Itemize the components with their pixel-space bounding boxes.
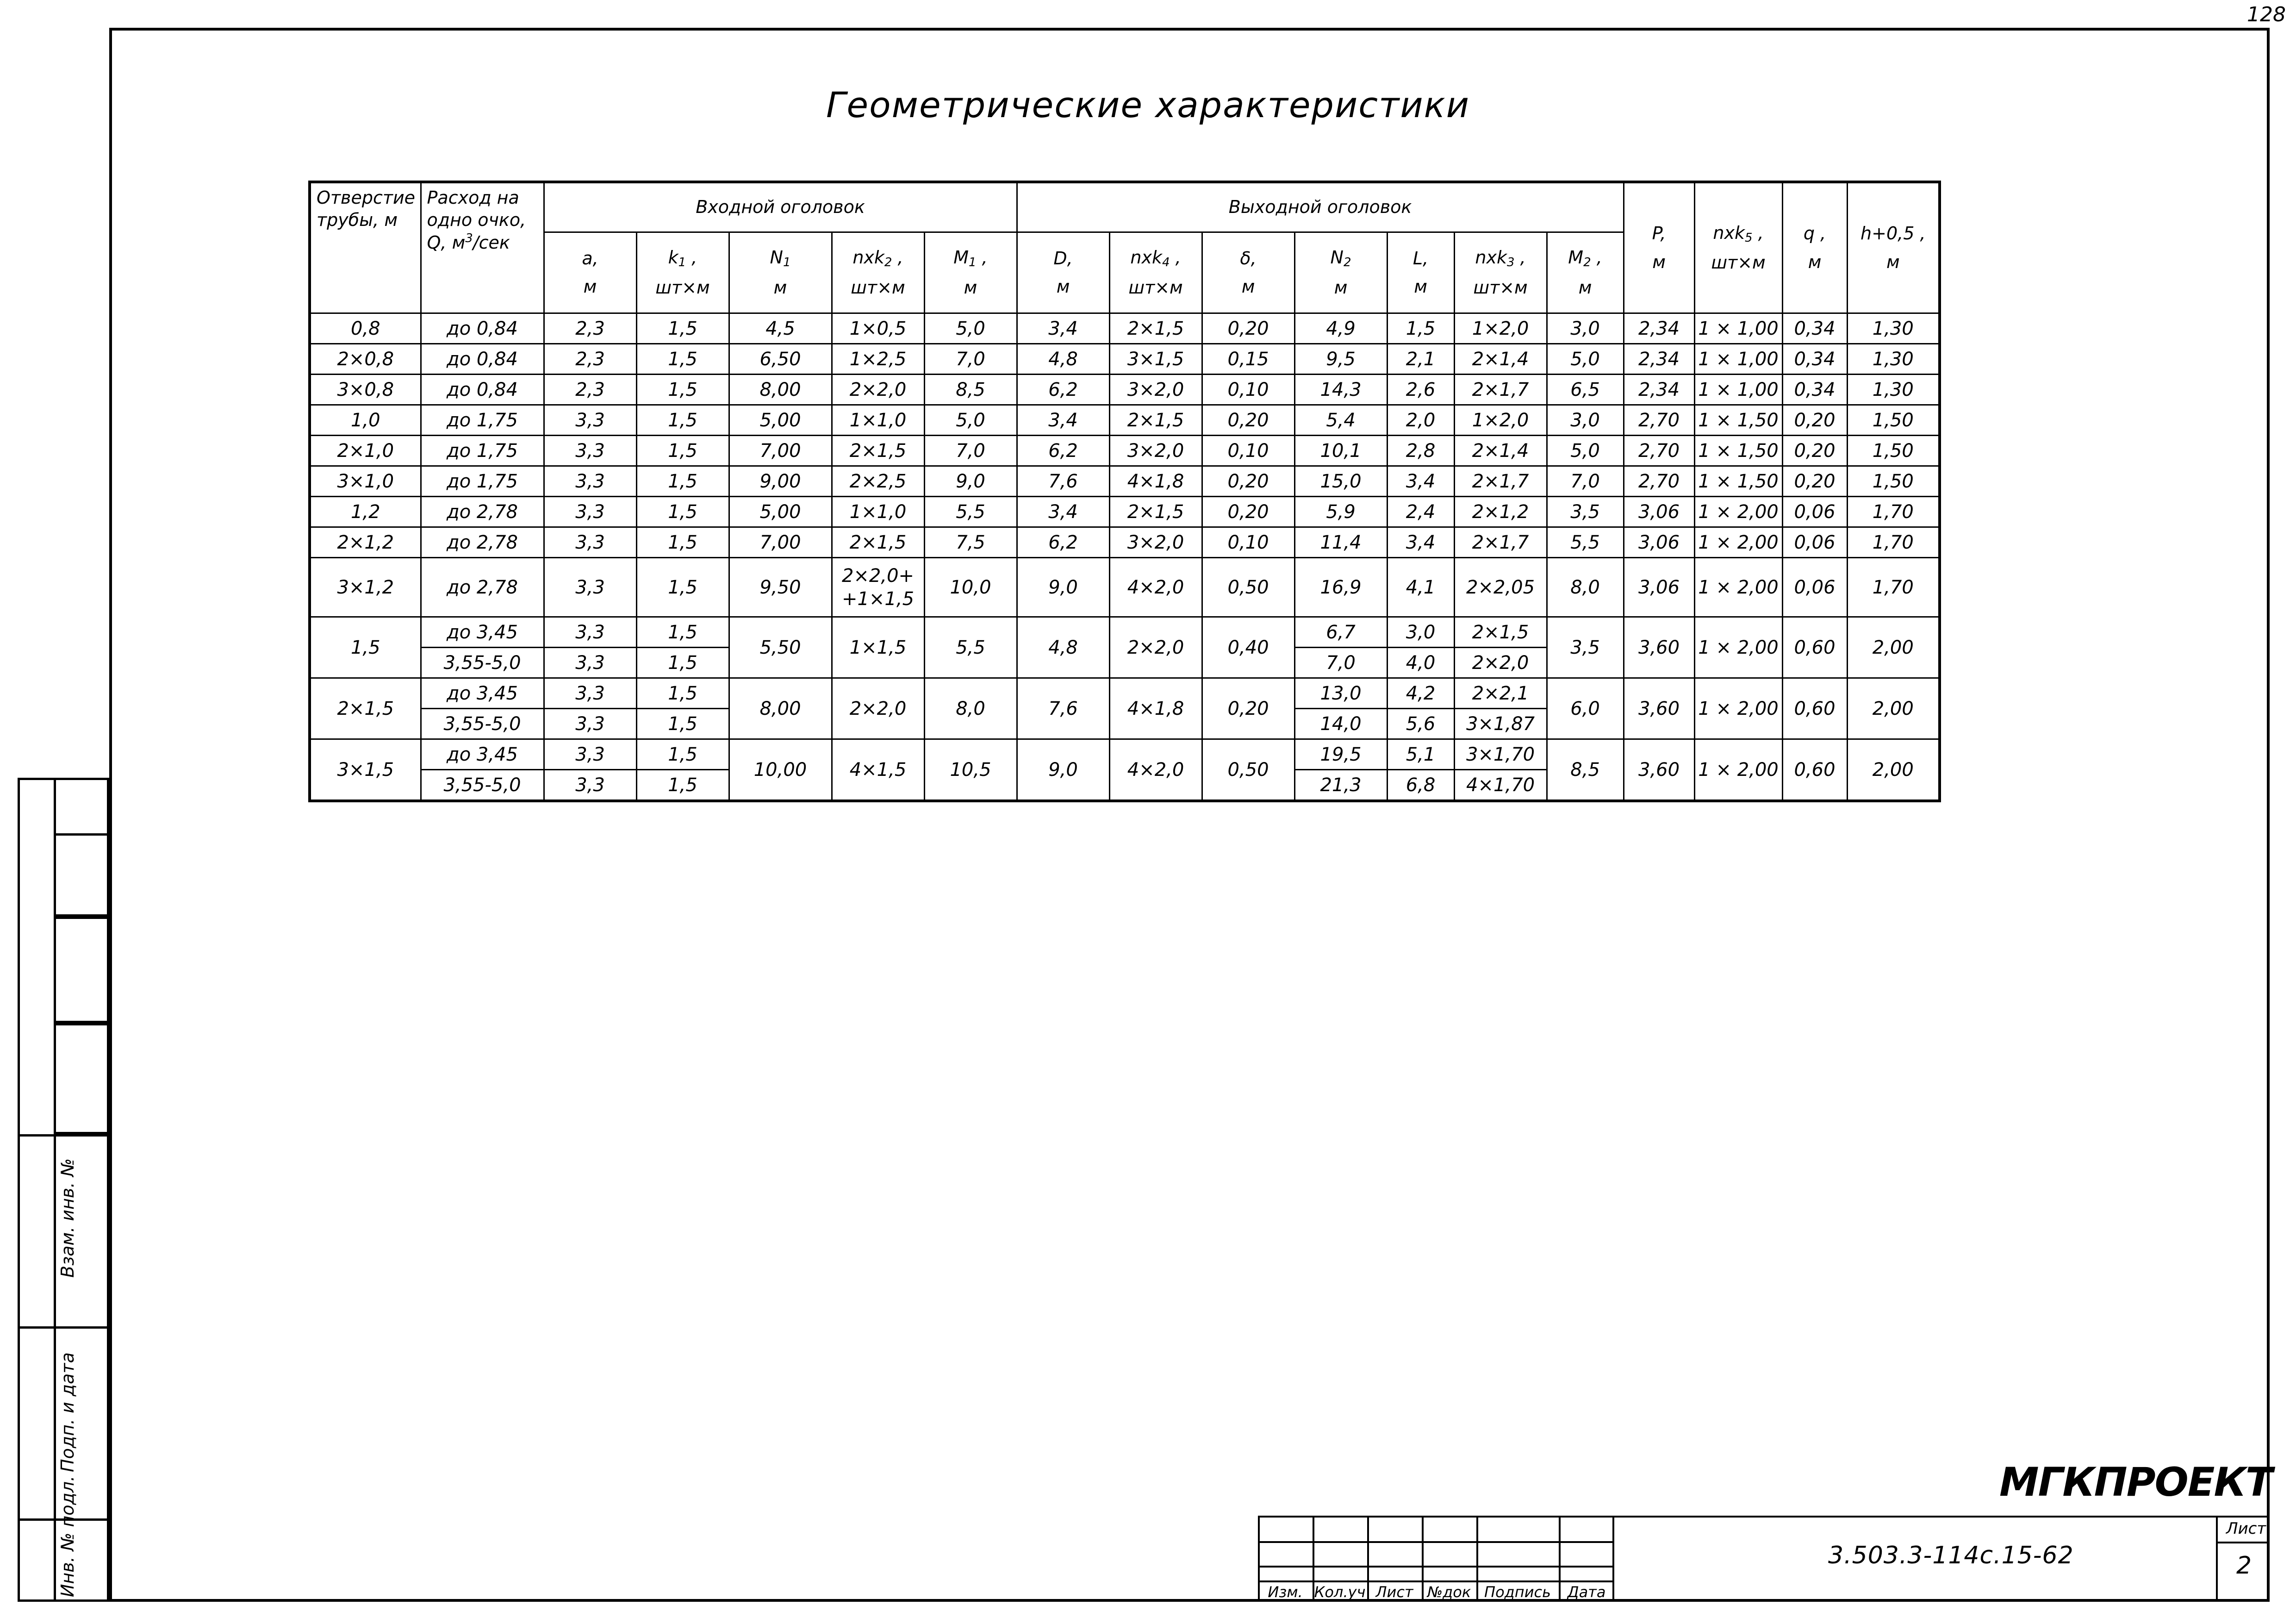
table-cell: 5,1 <box>1387 739 1454 770</box>
table-cell: 1 × 2,00 <box>1694 739 1782 801</box>
table-cell: 9,0 <box>924 466 1017 497</box>
side-stamp <box>18 778 109 1602</box>
table-cell: 7,5 <box>924 527 1017 558</box>
grid-line <box>1258 1566 1614 1568</box>
table-cell: 0,10 <box>1202 436 1294 466</box>
table-cell: 1 × 2,00 <box>1694 678 1782 739</box>
side-cell <box>54 1023 109 1134</box>
header-inlet-group: Входной оголовок <box>544 182 1017 232</box>
table-cell: 2×1,7 <box>1454 375 1547 405</box>
table-cell: 5,0 <box>924 313 1017 344</box>
table-cell: 0,20 <box>1202 466 1294 497</box>
table-cell: 2×1,5 <box>1454 617 1547 648</box>
table-cell: 5,00 <box>729 497 832 527</box>
header-N1: $N_1$ м <box>729 232 832 313</box>
table-cell: 5,0 <box>1547 344 1624 375</box>
table-cell: 8,5 <box>924 375 1017 405</box>
header-D: D, м <box>1017 232 1109 313</box>
table-cell: 3×1,5 <box>1109 344 1202 375</box>
table-cell: 1,5 <box>636 375 729 405</box>
table-cell: 2×1,5 <box>1109 497 1202 527</box>
table-cell: 3,3 <box>544 497 636 527</box>
table-cell: 3,60 <box>1624 678 1694 739</box>
table-cell: 2×2,0+ +1×1,5 <box>832 558 924 617</box>
table-cell: 1,5 <box>636 527 729 558</box>
table-cell: 6,2 <box>1017 527 1109 558</box>
table-cell: 3,55-5,0 <box>421 648 544 678</box>
table-cell: 5,5 <box>1547 527 1624 558</box>
table-cell: 1,5 <box>1387 313 1454 344</box>
table-cell: 2×1,5 <box>310 678 421 739</box>
table-cell: 0,50 <box>1202 558 1294 617</box>
table-cell: 3,5 <box>1547 617 1624 678</box>
table-cell: 3,55-5,0 <box>421 770 544 801</box>
table-cell: 4,1 <box>1387 558 1454 617</box>
table-cell: 1 × 1,00 <box>1694 375 1782 405</box>
table-cell: 7,00 <box>729 436 832 466</box>
table-cell: 5,9 <box>1294 497 1387 527</box>
table-cell: 2×2,1 <box>1454 678 1547 709</box>
table-cell: 7,0 <box>1294 648 1387 678</box>
table-cell: 2,34 <box>1624 313 1694 344</box>
table-cell: 7,6 <box>1017 466 1109 497</box>
table-row <box>310 739 1940 770</box>
table-cell: 3,4 <box>1017 497 1109 527</box>
table-cell: 1,50 <box>1847 405 1940 436</box>
table-cell: 7,0 <box>1547 466 1624 497</box>
table-cell: 3×1,2 <box>310 558 421 617</box>
label-data: Дата <box>1567 1583 1606 1601</box>
table-cell: 2×2,0 <box>1109 617 1202 678</box>
table-cell: 10,1 <box>1294 436 1387 466</box>
table-cell: до 1,75 <box>421 405 544 436</box>
table-cell: до 2,78 <box>421 527 544 558</box>
table-cell: 0,10 <box>1202 375 1294 405</box>
table-cell: 2,3 <box>544 313 636 344</box>
table-row <box>310 617 1940 648</box>
table-cell: 4×1,8 <box>1109 466 1202 497</box>
table-cell: 15,0 <box>1294 466 1387 497</box>
header-opening: Отверстие трубы, м <box>310 182 421 313</box>
table-cell: 8,00 <box>729 375 832 405</box>
table-cell: 1,30 <box>1847 375 1940 405</box>
table-cell: 0,50 <box>1202 739 1294 801</box>
table-cell: 2,00 <box>1847 739 1940 801</box>
table-cell: 2,1 <box>1387 344 1454 375</box>
table-cell: 2,3 <box>544 375 636 405</box>
document-code: 3.503.3-114с.15-62 <box>1828 1542 2074 1569</box>
table-cell: 8,0 <box>1547 558 1624 617</box>
table-cell: 2,70 <box>1624 436 1694 466</box>
table-cell: 3,3 <box>544 405 636 436</box>
table-cell: 2×2,05 <box>1454 558 1547 617</box>
label-vzam-inv: Взам. инв. № <box>57 1158 78 1278</box>
table-cell: 3,06 <box>1624 558 1694 617</box>
table-cell: 1,5 <box>636 466 729 497</box>
table-cell: 6,50 <box>729 344 832 375</box>
table-cell: 3,3 <box>544 436 636 466</box>
table-cell: 1,5 <box>636 648 729 678</box>
table-cell: 1 × 1,50 <box>1694 405 1782 436</box>
table-cell: 8,0 <box>924 678 1017 739</box>
table-cell: 0,20 <box>1782 405 1847 436</box>
table-cell: 2×1,7 <box>1454 527 1547 558</box>
page-title: Геометрические характеристики <box>826 84 1470 125</box>
table-cell: 14,3 <box>1294 375 1387 405</box>
table-cell: 3,3 <box>544 648 636 678</box>
table-cell: 6,2 <box>1017 375 1109 405</box>
header-M2: $M_2$ , м <box>1547 232 1624 313</box>
label-kol: Кол.уч <box>1314 1583 1366 1601</box>
table-cell: 1 × 1,50 <box>1694 436 1782 466</box>
table-cell: до 3,45 <box>421 739 544 770</box>
table-cell: 2×1,4 <box>1454 436 1547 466</box>
table-cell: 2×2,0 <box>832 375 924 405</box>
table-cell: 1,5 <box>636 739 729 770</box>
table-cell: 1,2 <box>310 497 421 527</box>
table-cell: до 1,75 <box>421 436 544 466</box>
side-upper-left <box>18 778 54 1134</box>
table-cell: 5,0 <box>1547 436 1624 466</box>
table-cell: 7,00 <box>729 527 832 558</box>
table-cell: 0,06 <box>1782 527 1847 558</box>
table-cell: 1×1,0 <box>832 405 924 436</box>
table-cell: 1 × 2,00 <box>1694 527 1782 558</box>
table-cell: 2,70 <box>1624 466 1694 497</box>
table-cell: 1 × 1,00 <box>1694 344 1782 375</box>
header-L: L, м <box>1387 232 1454 313</box>
table-cell: 3,60 <box>1624 617 1694 678</box>
table-cell: 0,60 <box>1782 617 1847 678</box>
grid-line <box>2216 1542 2270 1543</box>
table-cell: 3×1,0 <box>310 466 421 497</box>
side-divider <box>18 1326 109 1329</box>
table-cell: 2×1,7 <box>1454 466 1547 497</box>
table-cell: 3,3 <box>544 527 636 558</box>
table-cell: 3,3 <box>544 739 636 770</box>
table-cell: 2×1,5 <box>832 436 924 466</box>
table-cell: 2×1,4 <box>1454 344 1547 375</box>
table-cell: до 0,84 <box>421 375 544 405</box>
table-cell: 1×2,5 <box>832 344 924 375</box>
table-cell: 2×0,8 <box>310 344 421 375</box>
table-cell: 3,55-5,0 <box>421 709 544 739</box>
table-cell: 2,0 <box>1387 405 1454 436</box>
side-cell <box>54 833 109 917</box>
table-cell: 6,8 <box>1387 770 1454 801</box>
table-cell: 3,3 <box>544 770 636 801</box>
table-cell: 4×1,5 <box>832 739 924 801</box>
table-cell: до 0,84 <box>421 344 544 375</box>
table-cell: 1,50 <box>1847 466 1940 497</box>
table-cell: 0,34 <box>1782 375 1847 405</box>
table-cell: 3×1,70 <box>1454 739 1547 770</box>
table-cell: 6,7 <box>1294 617 1387 648</box>
table-cell: 3,0 <box>1547 313 1624 344</box>
table-cell: 1,5 <box>310 617 421 678</box>
header-k1: $k_1$ , шт×м <box>636 232 729 313</box>
table-cell: 1,5 <box>636 709 729 739</box>
header-N2: $N_2$ м <box>1294 232 1387 313</box>
table-cell: 5,5 <box>924 497 1017 527</box>
table-cell: 16,9 <box>1294 558 1387 617</box>
table-cell: 0,20 <box>1782 436 1847 466</box>
table-cell: 3,5 <box>1547 497 1624 527</box>
table-cell: 4,5 <box>729 313 832 344</box>
label-podp-data: Подп. и дата <box>57 1352 78 1472</box>
header-nxk2: nxk$_2$ , шт×м <box>832 232 924 313</box>
table-cell: 11,4 <box>1294 527 1387 558</box>
table-cell: 6,2 <box>1017 436 1109 466</box>
table-cell: 4,9 <box>1294 313 1387 344</box>
table-cell: 2×1,5 <box>832 527 924 558</box>
table-cell: 2,34 <box>1624 344 1694 375</box>
grid-line <box>1258 1580 1614 1582</box>
table-cell: 1×2,0 <box>1454 405 1547 436</box>
table-row <box>310 678 1940 709</box>
table-row <box>310 375 1940 405</box>
table-cell: 9,00 <box>729 466 832 497</box>
label-inv-podl: Инв. № подл. <box>57 1475 78 1597</box>
table-cell: 2×1,0 <box>310 436 421 466</box>
table-cell: 2,8 <box>1387 436 1454 466</box>
table-cell: 2,4 <box>1387 497 1454 527</box>
table-cell: 13,0 <box>1294 678 1387 709</box>
table-row <box>310 405 1940 436</box>
title-block <box>1258 1516 2270 1602</box>
table-cell: 0,40 <box>1202 617 1294 678</box>
table-cell: 1 × 2,00 <box>1694 617 1782 678</box>
table-cell: 9,0 <box>1017 558 1109 617</box>
table-cell: 4×2,0 <box>1109 558 1202 617</box>
table-cell: 3,0 <box>1387 617 1454 648</box>
table-cell: 3,3 <box>544 466 636 497</box>
table-cell: 3,3 <box>544 617 636 648</box>
table-cell: 2×1,2 <box>310 527 421 558</box>
table-cell: 1,5 <box>636 558 729 617</box>
table-cell: 3,3 <box>544 678 636 709</box>
table-cell: 2,3 <box>544 344 636 375</box>
table-cell: 1,30 <box>1847 313 1940 344</box>
header-delta: δ, м <box>1202 232 1294 313</box>
side-cell <box>54 917 109 1023</box>
table-cell: 9,5 <box>1294 344 1387 375</box>
table-row <box>310 313 1940 344</box>
table-cell: 1,70 <box>1847 527 1940 558</box>
table-cell: 3×1,5 <box>310 739 421 801</box>
table-cell: 1,5 <box>636 313 729 344</box>
table-cell: 5,4 <box>1294 405 1387 436</box>
table-cell: 3,3 <box>544 558 636 617</box>
table-cell: 3,06 <box>1624 497 1694 527</box>
table-cell: 3×0,8 <box>310 375 421 405</box>
sheet-label: Лист <box>2226 1519 2266 1538</box>
table-cell: 3,0 <box>1547 405 1624 436</box>
table-cell: 2×2,0 <box>832 678 924 739</box>
table-cell: 9,50 <box>729 558 832 617</box>
table-row <box>310 527 1940 558</box>
table-cell: 0,20 <box>1202 678 1294 739</box>
table-cell: 0,60 <box>1782 739 1847 801</box>
table-cell: 2,00 <box>1847 678 1940 739</box>
table-cell: 2×1,5 <box>1109 405 1202 436</box>
table-cell: 2×2,0 <box>1454 648 1547 678</box>
table-cell: 8,5 <box>1547 739 1624 801</box>
table-cell: 7,0 <box>924 344 1017 375</box>
table-cell: 10,0 <box>924 558 1017 617</box>
table-row <box>310 344 1940 375</box>
table-cell: 1×1,0 <box>832 497 924 527</box>
table-cell: 3,3 <box>544 709 636 739</box>
table-cell: 1,0 <box>310 405 421 436</box>
header-P: P, м <box>1624 182 1694 313</box>
company-logo: МГКПРОЕКТ <box>1999 1459 2272 1505</box>
table-cell: 0,34 <box>1782 313 1847 344</box>
table-cell: 14,0 <box>1294 709 1387 739</box>
table-cell: 3,60 <box>1624 739 1694 801</box>
label-podpis: Подпись <box>1484 1583 1551 1601</box>
table-cell: 1,5 <box>636 770 729 801</box>
table-cell: 4,8 <box>1017 344 1109 375</box>
table-cell: 4,2 <box>1387 678 1454 709</box>
table-cell: 4,0 <box>1387 648 1454 678</box>
table-cell: 3×2,0 <box>1109 436 1202 466</box>
header-outlet-group: Выходной оголовок <box>1017 182 1624 232</box>
table-cell: 6,0 <box>1547 678 1624 739</box>
table-cell: 5,6 <box>1387 709 1454 739</box>
table-cell: до 2,78 <box>421 497 544 527</box>
table-cell: 1,5 <box>636 344 729 375</box>
table-cell: 5,5 <box>924 617 1017 678</box>
table-cell: 3×2,0 <box>1109 375 1202 405</box>
header-nxk3: nxk$_3$ , шт×м <box>1454 232 1547 313</box>
corner-page-number: 128 <box>2247 3 2286 26</box>
table-cell: 19,5 <box>1294 739 1387 770</box>
table-cell: 0,8 <box>310 313 421 344</box>
table-row <box>310 497 1940 527</box>
table-cell: 5,00 <box>729 405 832 436</box>
header-h: h+0,5 , м <box>1847 182 1940 313</box>
table-cell: 3,4 <box>1017 405 1109 436</box>
table-cell: 8,00 <box>729 678 832 739</box>
table-cell: 0,15 <box>1202 344 1294 375</box>
table-header <box>310 182 1940 313</box>
table-cell: до 2,78 <box>421 558 544 617</box>
header-q: q , м <box>1782 182 1847 313</box>
table-cell: 1,5 <box>636 405 729 436</box>
label-list: Лист <box>1375 1583 1413 1601</box>
label-izm: Изм. <box>1268 1583 1303 1601</box>
table-cell: 1 × 1,00 <box>1694 313 1782 344</box>
header-nxk4: nxk$_4$ , шт×м <box>1109 232 1202 313</box>
table-cell: 2,6 <box>1387 375 1454 405</box>
table-cell: 0,20 <box>1202 497 1294 527</box>
table-cell: 2,00 <box>1847 617 1940 678</box>
table-cell: 0,06 <box>1782 497 1847 527</box>
header-M1: $M_1$ , м <box>924 232 1017 313</box>
table-cell: 1,5 <box>636 497 729 527</box>
table-cell: 3,4 <box>1387 466 1454 497</box>
table-cell: 2×1,5 <box>1109 313 1202 344</box>
table-cell: 7,6 <box>1017 678 1109 739</box>
table-cell: 0,34 <box>1782 344 1847 375</box>
table-cell: 1×0,5 <box>832 313 924 344</box>
table-cell: 10,00 <box>729 739 832 801</box>
header-nxk5: nxk$_5$ , шт×м <box>1694 182 1782 313</box>
table-cell: 2×1,2 <box>1454 497 1547 527</box>
table-cell: 2,70 <box>1624 405 1694 436</box>
table-row <box>310 558 1940 617</box>
table-cell: 1×1,5 <box>832 617 924 678</box>
table-cell: 3×2,0 <box>1109 527 1202 558</box>
table-cell: до 0,84 <box>421 313 544 344</box>
table-cell: 21,3 <box>1294 770 1387 801</box>
table-cell: 0,10 <box>1202 527 1294 558</box>
label-ndok: №док <box>1427 1583 1471 1601</box>
table-cell: 3,4 <box>1387 527 1454 558</box>
table-cell: 4×1,8 <box>1109 678 1202 739</box>
grid-line <box>1258 1541 1614 1543</box>
table-cell: 0,20 <box>1202 405 1294 436</box>
table-cell: 2,34 <box>1624 375 1694 405</box>
table-cell: до 3,45 <box>421 678 544 709</box>
table-cell: 1,5 <box>636 678 729 709</box>
table-cell: 6,5 <box>1547 375 1624 405</box>
table-row <box>310 436 1940 466</box>
table-body <box>310 313 1940 801</box>
table-cell: 0,60 <box>1782 678 1847 739</box>
table-cell: 5,0 <box>924 405 1017 436</box>
table-cell: 0,06 <box>1782 558 1847 617</box>
table-cell: 1 × 2,00 <box>1694 497 1782 527</box>
table-cell: 7,0 <box>924 436 1017 466</box>
table-cell: 3,4 <box>1017 313 1109 344</box>
table-cell: 0,20 <box>1782 466 1847 497</box>
table-cell: 4,8 <box>1017 617 1109 678</box>
table-cell: 4×1,70 <box>1454 770 1547 801</box>
sheet-number: 2 <box>2236 1552 2252 1580</box>
header-a: а, м <box>544 232 636 313</box>
table-cell: 10,5 <box>924 739 1017 801</box>
table-cell: до 3,45 <box>421 617 544 648</box>
table-cell: 1 × 2,00 <box>1694 558 1782 617</box>
header-flow: Расход на одно очко, Q, $м^3$/сек <box>421 182 544 313</box>
table-cell: 5,50 <box>729 617 832 678</box>
table-cell: 1,70 <box>1847 497 1940 527</box>
table-cell: 1×2,0 <box>1454 313 1547 344</box>
geometry-table <box>308 181 1941 802</box>
table-cell: до 1,75 <box>421 466 544 497</box>
table-cell: 2×2,5 <box>832 466 924 497</box>
table-cell: 1 × 1,50 <box>1694 466 1782 497</box>
table-cell: 3×1,87 <box>1454 709 1547 739</box>
table-cell: 1,5 <box>636 436 729 466</box>
table-row <box>310 466 1940 497</box>
table-cell: 9,0 <box>1017 739 1109 801</box>
table-cell: 0,20 <box>1202 313 1294 344</box>
table-cell: 1,50 <box>1847 436 1940 466</box>
table-cell: 4×2,0 <box>1109 739 1202 801</box>
table-cell: 1,70 <box>1847 558 1940 617</box>
table-cell: 3,06 <box>1624 527 1694 558</box>
table-cell: 1,30 <box>1847 344 1940 375</box>
table-cell: 1,5 <box>636 617 729 648</box>
